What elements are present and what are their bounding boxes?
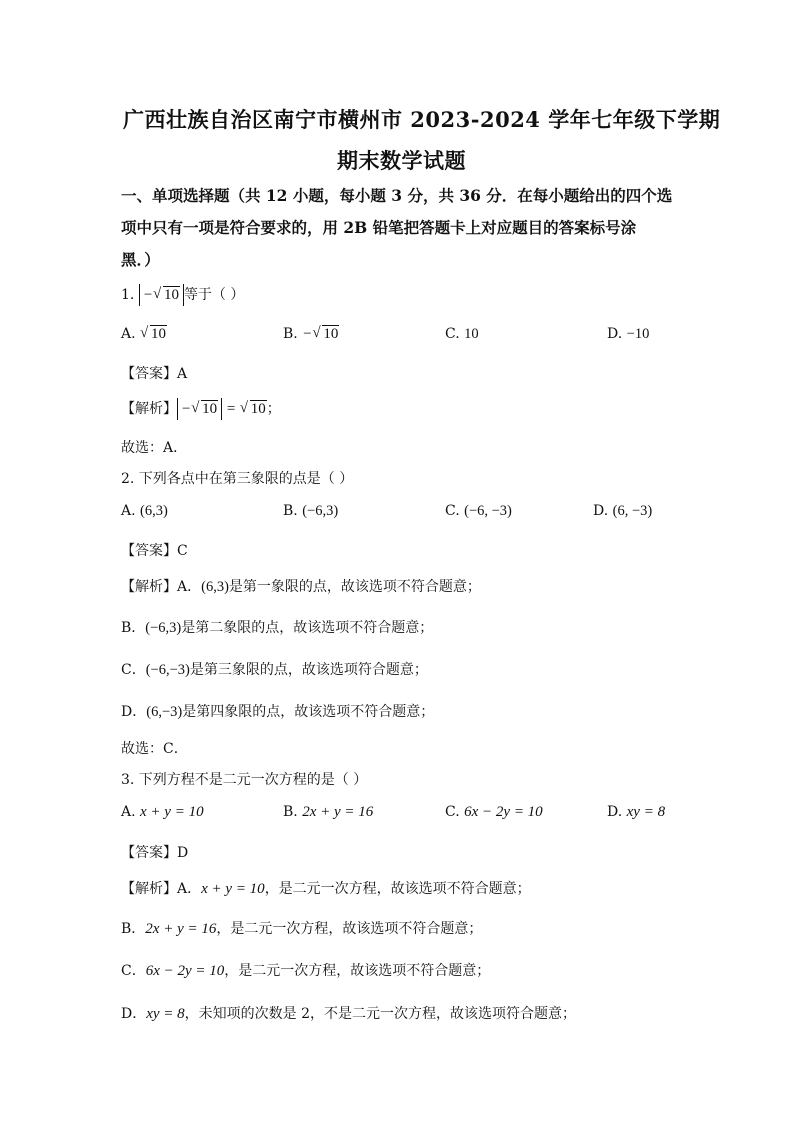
q3-option-b: [283, 804, 373, 821]
q1-option-b: [283, 326, 339, 343]
document-title-line2: 期末数学试题: [337, 148, 466, 173]
option-label: C.: [445, 804, 460, 820]
q3-option-a: [121, 804, 204, 821]
q1-option-a-value: √ 10: [140, 326, 167, 343]
q2-analysis-a: 【解析】A．(6,3)是第一象限的点，故该选项不符合题意；: [121, 579, 481, 595]
document-title-line1: 广西壮族自治区南宁市横州市 2023-2024 学年七年级下学期: [123, 107, 721, 132]
q1-option-c: [445, 326, 479, 343]
option-label: C.: [445, 326, 460, 342]
q1-option-b-sign: −: [302, 326, 313, 342]
q2-option-d-value: (6, −3): [612, 503, 653, 519]
option-label: C.: [445, 503, 460, 519]
q1-radicand: 10: [163, 287, 179, 303]
q3-option-a-value: x + y = 10: [140, 804, 204, 820]
q2-conclusion: 故选：C．: [121, 741, 188, 757]
q2-option-c: [445, 503, 512, 520]
q1-option-c-value: 10: [464, 326, 479, 342]
q1-option-d: [607, 326, 649, 343]
option-label: B.: [283, 326, 298, 342]
q2-option-d: [593, 503, 652, 520]
option-label: A.: [121, 503, 136, 519]
analysis-label: 【解析】: [121, 401, 177, 417]
q1-stem: [121, 284, 244, 306]
q3-analysis-d: D．xy = 8，未知项的次数是 2，不是二元一次方程，故该选项符合题意；: [121, 1006, 577, 1022]
q3-analysis-b: B．2x + y = 16，是二元一次方程，故该选项不符合题意；: [121, 921, 483, 937]
q1-option-d-value: −10: [626, 326, 650, 342]
option-label: A.: [121, 804, 136, 820]
q2-stem: 2. 下列各点中在第三象限的点是（ ）: [121, 471, 354, 487]
q3-option-b-value: 2x + y = 16: [302, 804, 374, 820]
q3-answer: 【答案】D: [121, 845, 189, 861]
q2-answer: 【答案】C: [121, 543, 188, 559]
analysis-end: ；: [266, 401, 281, 417]
q3-analysis-a: 【解析】A．x + y = 10，是二元一次方程，故该选项不符合题意；: [121, 881, 531, 897]
option-label: D.: [593, 503, 609, 519]
q3-analysis-c: C．6x − 2y = 10，是二元一次方程，故该选项不符合题意；: [121, 963, 491, 979]
option-label: A.: [121, 326, 136, 342]
q1-number: 1.: [121, 287, 135, 303]
q3-option-c-value: 6x − 2y = 10: [464, 804, 543, 820]
q2-analysis-b: B．(−6,3)是第二象限的点，故该选项不符合题意；: [121, 620, 434, 636]
option-label: B.: [283, 503, 298, 519]
q2-analysis-c: C．(−6,−3)是第三象限的点，故该选项符合题意；: [121, 662, 428, 678]
q3-option-d-value: xy = 8: [626, 804, 666, 820]
q2-option-b: [283, 503, 338, 520]
q2-option-a: [121, 503, 168, 520]
q3-option-c: [445, 804, 543, 821]
q1-option-b-value: √ 10: [312, 326, 339, 343]
q2-option-c-value: (−6, −3): [464, 503, 512, 519]
q2-option-b-value: (−6,3): [302, 503, 339, 519]
q1-analysis-rhs: √ 10: [240, 401, 267, 418]
q2-analysis-d: D．(6,−3)是第四象限的点，故该选项不符合题意；: [121, 704, 435, 720]
q1-option-a: [121, 326, 167, 343]
q1-analysis-lhs: −√ 10: [177, 398, 222, 420]
option-label: D.: [607, 804, 623, 820]
q2-option-a-value: (6,3): [140, 503, 168, 519]
section-heading-line1: 一、单项选择题（共 12 小题，每小题 3 分，共 36 分．在每小题给出的四个选: [121, 186, 673, 205]
q1-conclusion: 故选：A．: [121, 440, 188, 456]
q1-analysis: 【解析】 −√ 10 = √ 10；: [121, 398, 281, 420]
q1-suffix: 等于（ ）: [183, 287, 245, 303]
option-label: B.: [283, 804, 298, 820]
section-heading-line3: 黑．）: [121, 250, 160, 269]
section-heading-line2: 项中只有一项是符合要求的，用 2B 铅笔把答题卡上对应题目的答案标号涂: [121, 218, 637, 237]
q1-expression: −√ 10: [139, 284, 184, 306]
option-label: D.: [607, 326, 623, 342]
q3-option-d: [607, 804, 665, 821]
q3-stem: 3. 下列方程不是二元一次方程的是（ ）: [121, 772, 368, 788]
q1-answer: 【答案】A: [121, 366, 188, 382]
